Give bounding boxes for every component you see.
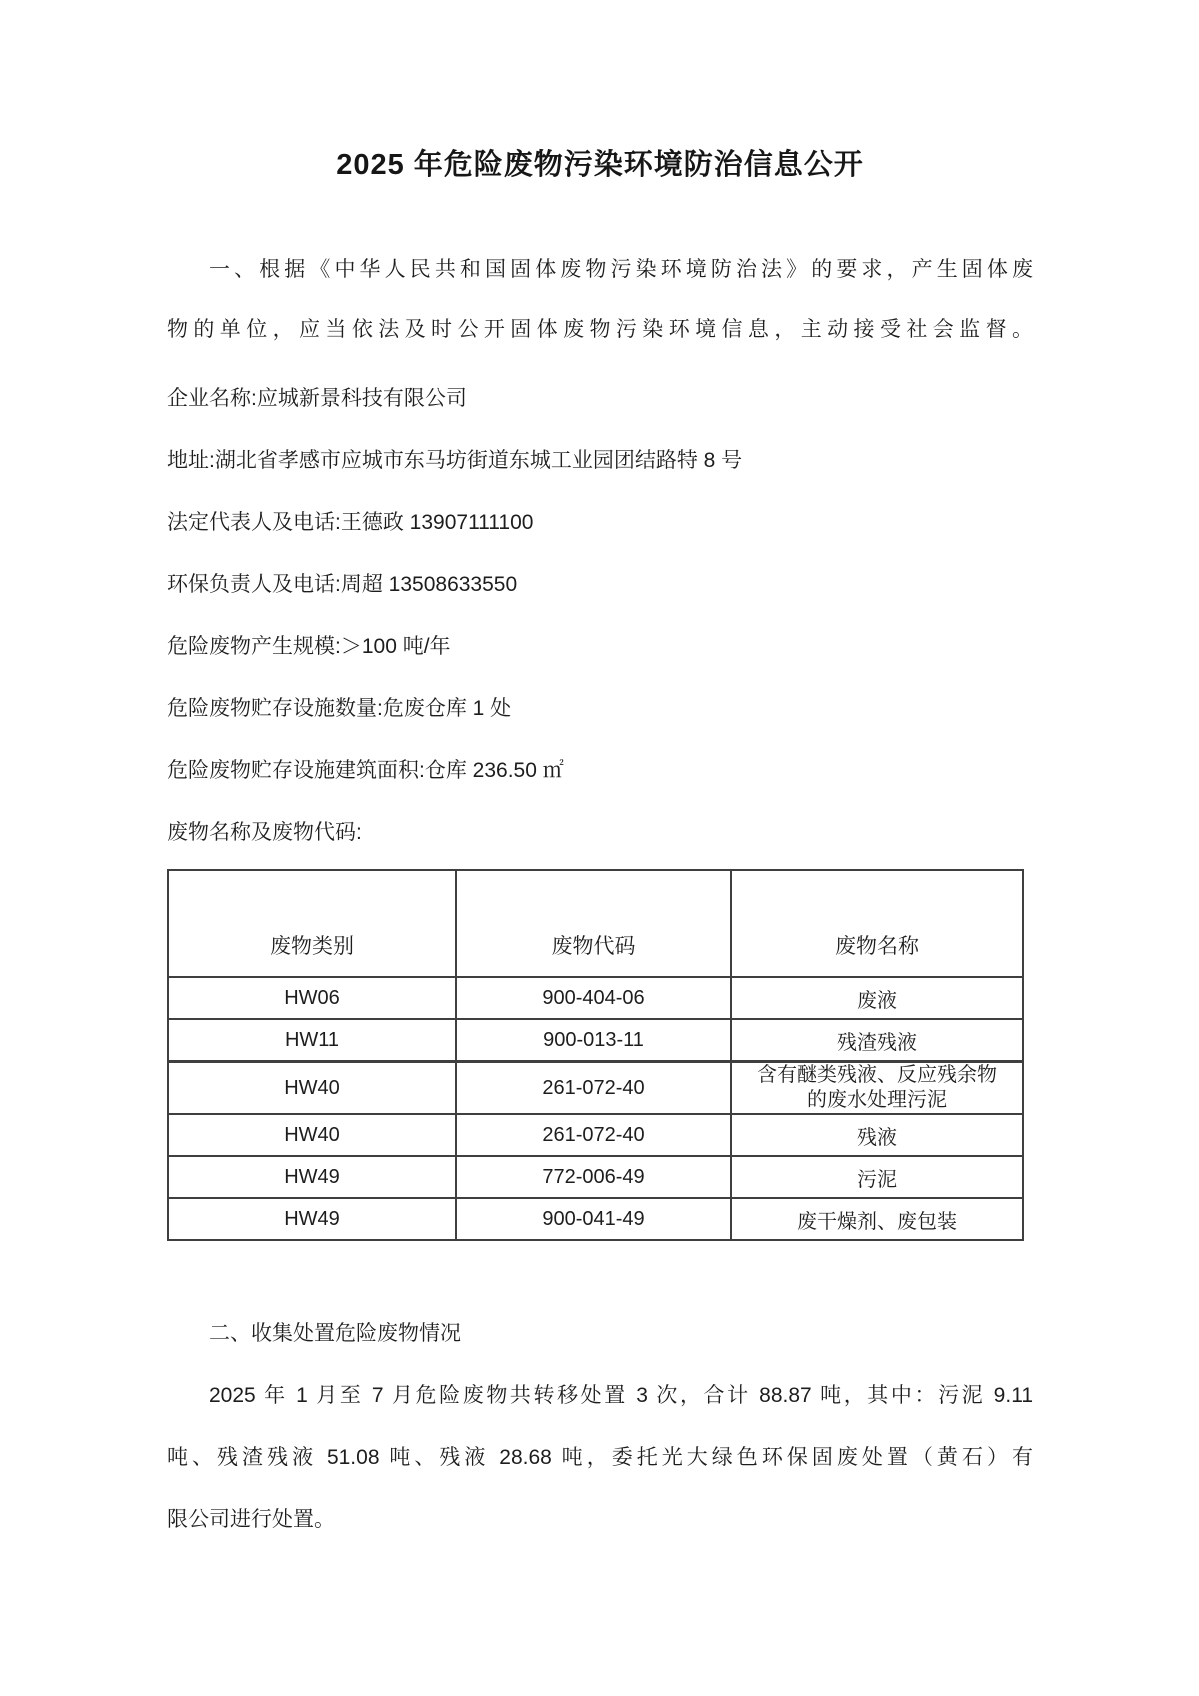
info-line: 危险废物产生规模:＞100 吨/年	[167, 635, 451, 658]
table-row	[168, 1156, 1023, 1198]
info-line: 法定代表人及电话:王德政 13907111100	[167, 511, 534, 534]
table-cell: 900-041-49	[456, 1198, 731, 1240]
table-cell: 含有醚类残液、反应残余物 的废水处理污泥	[731, 1062, 1023, 1115]
section2-line-3: 限公司进行处置。	[167, 1508, 335, 1531]
table-row	[168, 1019, 1023, 1062]
info-line: 地址:湖北省孝感市应城市东马坊街道东城工业园团结路特 8 号	[167, 449, 743, 472]
header-waste-category: 废物类别	[168, 870, 456, 977]
table-cell: 900-404-06	[456, 977, 731, 1019]
table-cell: 废液	[731, 977, 1023, 1019]
table-row	[168, 1062, 1023, 1115]
table-cell: HW49	[168, 1156, 456, 1198]
table-cell: HW06	[168, 977, 456, 1019]
table-cell: 261-072-40	[456, 1114, 731, 1156]
table-header-row	[168, 870, 1023, 977]
waste-code-table	[167, 869, 1024, 1241]
page-title: 2025 年危险废物污染环境防治信息公开	[336, 149, 864, 181]
table-cell: 261-072-40	[456, 1062, 731, 1115]
info-line: 危险废物贮存设施建筑面积:仓库 236.50 ㎡	[167, 759, 564, 782]
table-row	[168, 977, 1023, 1019]
section2-paragraph	[167, 1365, 1033, 1551]
table-row	[168, 1114, 1023, 1156]
info-line: 废物名称及废物代码:	[167, 821, 362, 844]
table-cell: HW40	[168, 1114, 456, 1156]
table-row	[168, 1198, 1023, 1240]
intro-line-1: 一、根据《中华人民共和国固体废物污染环境防治法》的要求，产生固体废	[209, 258, 1033, 281]
section2-line-1: 2025 年 1 月至 7 月危险废物共转移处置 3 次，合计 88.87 吨，其中：污泥 9.11	[209, 1384, 1033, 1407]
info-line: 危险废物贮存设施数量:危废仓库 1 处	[167, 697, 512, 720]
table-cell: 废干燥剂、废包装	[731, 1198, 1023, 1240]
info-line: 企业名称:应城新景科技有限公司	[167, 387, 467, 410]
table-cell: 污泥	[731, 1156, 1023, 1198]
table-cell: 772-006-49	[456, 1156, 731, 1198]
section2-heading: 二、收集处置危险废物情况	[209, 1322, 461, 1345]
header-waste-code: 废物代码	[456, 870, 731, 977]
intro-paragraph	[167, 240, 1033, 360]
table-cell: 900-013-11	[456, 1019, 731, 1062]
section2-line-2: 吨、残渣残液 51.08 吨、残液 28.68 吨，委托光大绿色环保固废处置（黄石）有	[167, 1446, 1033, 1469]
table-header	[168, 870, 1023, 977]
table-cell: HW11	[168, 1019, 456, 1062]
header-waste-name: 废物名称	[731, 870, 1023, 977]
info-line: 环保负责人及电话:周超 13508633550	[167, 573, 518, 596]
table-cell: 残渣残液	[731, 1019, 1023, 1062]
table-cell: HW40	[168, 1062, 456, 1115]
table-cell: 残液	[731, 1114, 1023, 1156]
table-body	[168, 977, 1023, 1240]
intro-line-2: 物的单位，应当依法及时公开固体废物污染环境信息，主动接受社会监督。	[167, 318, 1033, 341]
info-list	[167, 368, 1033, 864]
table-cell: HW49	[168, 1198, 456, 1240]
